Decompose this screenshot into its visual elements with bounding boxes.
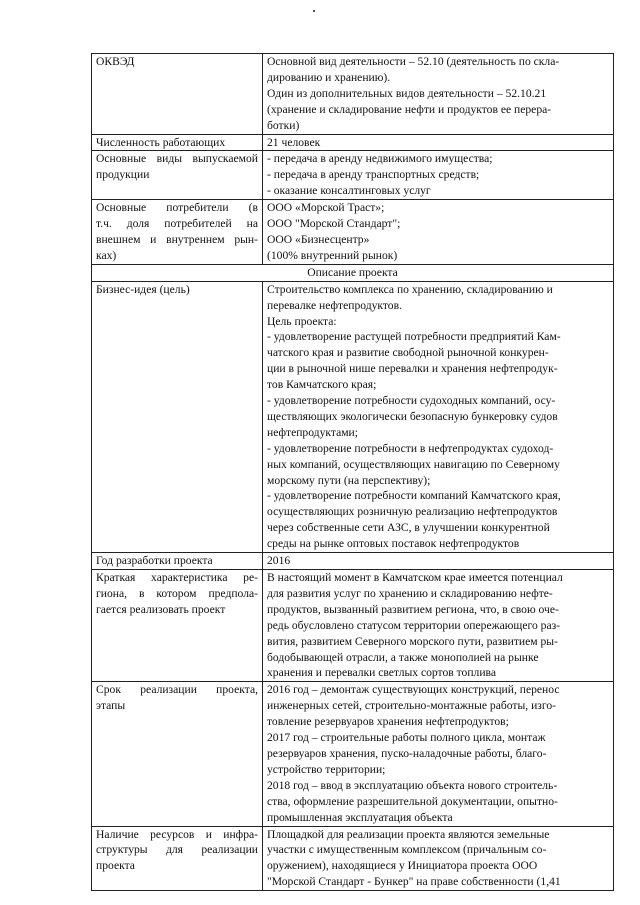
label-line: Численность работающих xyxy=(96,135,226,149)
label-line: этапы xyxy=(96,699,126,713)
label-line: ОКВЭД xyxy=(96,55,135,68)
value-line: резервуаров хранения, пуско-наладочные работы, благо- xyxy=(267,746,547,760)
table-row-year xyxy=(92,553,614,570)
table-row-region xyxy=(92,570,614,682)
value-line: - оказание консалтинговых услуг xyxy=(267,184,431,198)
value-line: ООО «Бизнесцентр» xyxy=(267,232,370,246)
value-line: осуществляющих розничную реализацию нефтепродуктов xyxy=(267,505,558,519)
value-line: участки с имущественным комплексом (причальным со- xyxy=(267,843,547,857)
value-line: бодобывающей отрасли, а также монополией на рынке xyxy=(267,650,539,664)
timeline-value xyxy=(263,682,614,826)
okved-label xyxy=(92,54,263,135)
staff-value xyxy=(263,134,614,151)
value-line: хранения и перевалки светлых сортов топлива xyxy=(267,666,497,680)
year-label xyxy=(92,553,263,570)
value-line: тов Камчатского края; xyxy=(267,378,377,392)
label-line: внешнем и внутреннем рын- xyxy=(96,232,258,246)
value-line: - удовлетворение потребности компаний Камчатского края, xyxy=(267,489,561,503)
table-row-timeline xyxy=(92,682,614,826)
label-line: продукции xyxy=(96,168,150,182)
value-line: "Морской Стандарт - Бункер" на праве собственности (1,41 xyxy=(267,875,561,889)
label-line: Основные потребители (в xyxy=(96,201,258,215)
timeline-label xyxy=(92,682,263,826)
value-line: редь обусловлено статусом территории опережающего раз- xyxy=(267,618,561,632)
value-line: Площадкой для реализации проекта являются земельные xyxy=(267,827,550,841)
value-line: 2016 xyxy=(267,554,291,568)
value-line: Строительство комплекса по хранению, складированию и xyxy=(267,282,553,296)
value-line: 2017 год – строительные работы полного цикла, монтаж xyxy=(267,731,546,745)
value-line: промышленная эксплуатация объекта xyxy=(267,810,453,824)
value-line: для развития услуг по хранению и складированию нефте- xyxy=(267,586,553,600)
business_idea-label xyxy=(92,281,263,552)
label-line: Срок реализации проекта, xyxy=(96,683,258,697)
region-label xyxy=(92,570,263,682)
value-line: Цель проекта: xyxy=(267,314,337,328)
value-line: - удовлетворение потребности в нефтепродуктах судоход- xyxy=(267,441,554,455)
label-line: ках) xyxy=(96,248,117,262)
table-row-resources xyxy=(92,826,614,891)
label-line: т.ч. доля потребителей на xyxy=(96,217,258,231)
label-line: гиона, в котором предпола- xyxy=(96,586,258,600)
label-line: Наличие ресурсов и инфра- xyxy=(96,827,258,841)
consumers-value xyxy=(263,200,614,265)
okved-value xyxy=(263,54,614,135)
label-line: Бизнес-идея (цель) xyxy=(96,282,190,296)
table-row-staff xyxy=(92,134,614,151)
value-line: устройство территории; xyxy=(267,762,386,776)
label-line: проекта xyxy=(96,859,135,873)
value-line: 21 человек xyxy=(267,135,321,149)
value-line: нефтепродуктами; xyxy=(267,425,358,439)
value-line: вития, развитием Северного морского пути, развитием ры- xyxy=(267,634,558,648)
products-value xyxy=(263,151,614,200)
year-value xyxy=(263,553,614,570)
section-header: Описание проекта xyxy=(92,264,614,281)
value-line: морскому пути (на перспективу); xyxy=(267,473,431,487)
project-passport-table xyxy=(91,53,614,891)
table-row-products xyxy=(92,151,614,200)
resources-label xyxy=(92,826,263,891)
value-line: - передача в аренду недвижимого имущества; xyxy=(267,152,493,166)
products-label xyxy=(92,151,263,200)
value-line: чатского края и развитие свободной рыночной конкурен- xyxy=(267,346,549,360)
table-row-consumers xyxy=(92,200,614,265)
value-line: дированию и хранению). xyxy=(267,70,391,84)
staff-label xyxy=(92,134,263,151)
region-value xyxy=(263,570,614,682)
value-line: ООО "Морской Стандарт"; xyxy=(267,217,401,231)
label-line: структуры для реализации xyxy=(96,843,258,857)
label-line: Основные виды выпускаемой xyxy=(96,152,258,166)
value-line: ботки) xyxy=(267,118,300,132)
value-line: продуктов, вызванный развитием региона, что, в свою оче- xyxy=(267,602,559,616)
value-line: через собственные сети АЗС, в улучшении конкурентной xyxy=(267,521,550,535)
value-line: В настоящий момент в Камчатском крае имеется потенциал xyxy=(267,571,563,584)
value-line: 2018 год – ввод в эксплуатацию объекта нового строитель- xyxy=(267,778,558,792)
value-line: Основной вид деятельности – 52.10 (деятельность по скла- xyxy=(267,55,560,68)
table-row-business_idea xyxy=(92,281,614,552)
value-line: ных компаний, осуществляющих навигацию по Северному xyxy=(267,457,560,471)
scan-dot xyxy=(313,10,315,12)
value-line: ществляющих экологически безопасную бункеровку судов xyxy=(267,409,558,423)
value-line: инженерных сетей, строительно-монтажные работы, изго- xyxy=(267,699,556,713)
label-line: гается реализовать проект xyxy=(96,602,226,616)
value-line: ции в рыночной нише перевалки и хранения нефтепродук- xyxy=(267,362,558,376)
value-line: (хранение и складирование нефти и продуктов ее перера- xyxy=(267,102,552,116)
value-line: 2016 год – демонтаж существующих конструкций, перенос xyxy=(267,683,560,697)
value-line: Один из дополнительных видов деятельности – 52.10.21 xyxy=(267,86,547,100)
value-line: - передача в аренду транспортных средств; xyxy=(267,168,480,182)
value-line: ства, оформление разрешительной документации, опытно- xyxy=(267,794,558,808)
value-line: товление резервуаров хранения нефтепродуктов; xyxy=(267,715,509,729)
label-line: Краткая характеристика ре- xyxy=(96,571,258,584)
value-line: (100% внутренний рынок) xyxy=(267,248,398,262)
value-line: среды на рынке оптовых поставок нефтепродуктов xyxy=(267,537,520,551)
label-line: Год разработки проекта xyxy=(96,554,213,568)
value-line: перевалке нефтепродуктов. xyxy=(267,298,402,312)
value-line: ООО «Морской Траст»; xyxy=(267,201,385,215)
table-row-okved xyxy=(92,54,614,135)
business_idea-value xyxy=(263,281,614,552)
resources-value xyxy=(263,826,614,891)
section-header-row xyxy=(92,264,614,281)
consumers-label xyxy=(92,200,263,265)
value-line: - удовлетворение потребности судоходных компаний, осу- xyxy=(267,394,556,408)
value-line: оружением), находящиеся у Инициатора проекта ООО xyxy=(267,859,538,873)
value-line: - удовлетворение растущей потребности предприятий Кам- xyxy=(267,330,561,344)
